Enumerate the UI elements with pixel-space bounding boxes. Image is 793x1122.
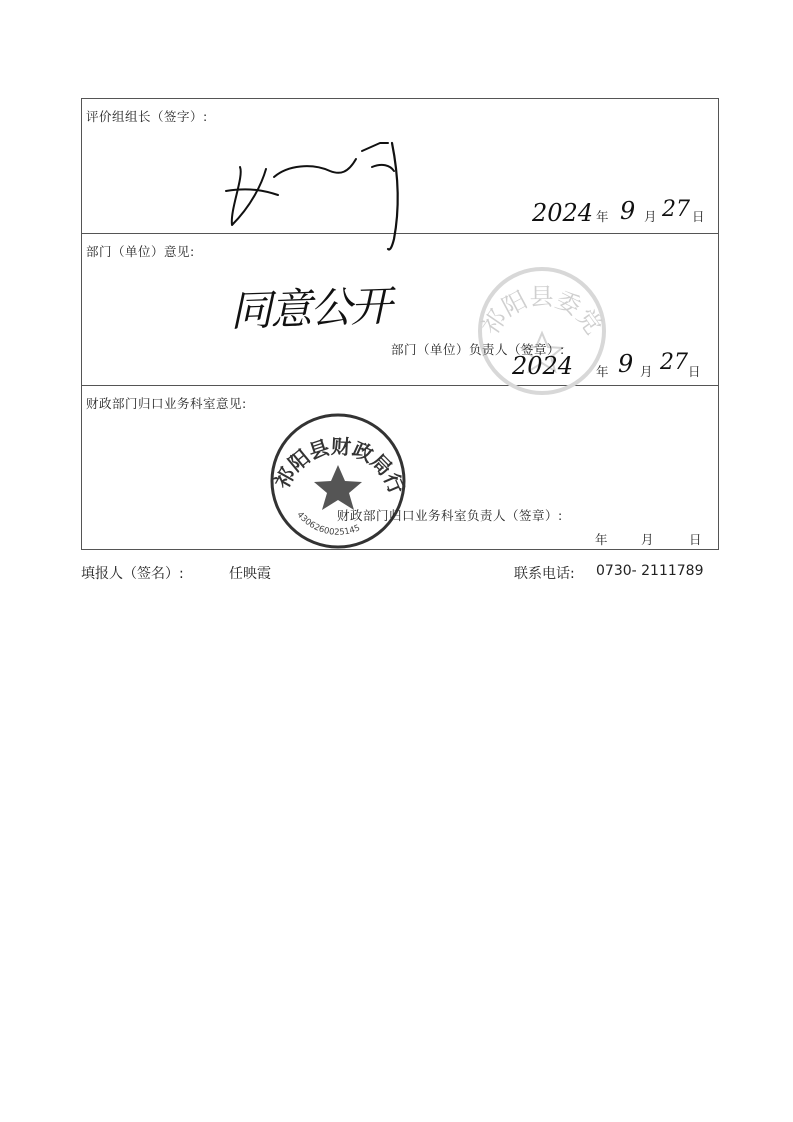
finance-bureau-seal-text: 祁阳县财政局行政股 bbox=[258, 392, 410, 498]
finance-bureau-seal bbox=[258, 392, 410, 551]
department-month-handwritten: 9 bbox=[618, 350, 634, 378]
department-year-handwritten: 2024 bbox=[512, 352, 574, 380]
group-leader-month-handwritten: 9 bbox=[620, 197, 636, 225]
group-leader-day-label: 日 bbox=[692, 209, 705, 224]
finance-opinion-label: 财政部门归口业务科室意见: bbox=[86, 396, 247, 411]
department-day-label: 日 bbox=[688, 364, 701, 379]
finance-year-label: 年 bbox=[595, 532, 608, 547]
department-signer-label: 部门（单位）负责人（签章）: bbox=[391, 342, 565, 357]
group-leader-month-label: 月 bbox=[644, 209, 657, 224]
filler-name: 任映霞 bbox=[229, 566, 271, 582]
department-month-label: 月 bbox=[640, 364, 653, 379]
group-leader-signature bbox=[222, 113, 422, 253]
finance-bureau-seal-number: 4306260025145 bbox=[294, 510, 362, 538]
group-leader-year-handwritten: 2024 bbox=[532, 199, 594, 227]
department-opinion-label: 部门（单位）意见: bbox=[86, 244, 195, 259]
finance-date bbox=[595, 530, 705, 548]
group-leader-date bbox=[532, 197, 712, 227]
phone-number: 0730- 2111789 bbox=[596, 563, 704, 579]
finance-signer-label: 财政部门归口业务科室负责人（签章）: bbox=[337, 508, 563, 523]
department-opinion-handwritten: 同意公开 bbox=[229, 281, 391, 336]
department-year-label: 年 bbox=[596, 364, 609, 379]
group-leader-year-label: 年 bbox=[596, 209, 609, 224]
group-leader-label: 评价组组长（签字）: bbox=[86, 109, 208, 124]
party-school-seal-text: 祁阳县委党校 bbox=[450, 239, 608, 341]
finance-month-label: 月 bbox=[641, 532, 654, 547]
department-date bbox=[512, 350, 712, 382]
finance-day-label: 日 bbox=[689, 532, 702, 547]
group-leader-day-handwritten: 27 bbox=[662, 197, 690, 222]
svg-text:祁阳县委党校 bbox=[450, 239, 608, 340]
finance-opinion-row bbox=[82, 386, 718, 549]
phone-label: 联系电话: bbox=[514, 566, 575, 582]
filler-label: 填报人（签名）: bbox=[81, 566, 184, 582]
evaluation-form-table bbox=[81, 98, 719, 550]
department-day-handwritten: 27 bbox=[660, 350, 688, 375]
group-leader-row bbox=[82, 99, 718, 234]
department-opinion-row bbox=[82, 234, 718, 386]
